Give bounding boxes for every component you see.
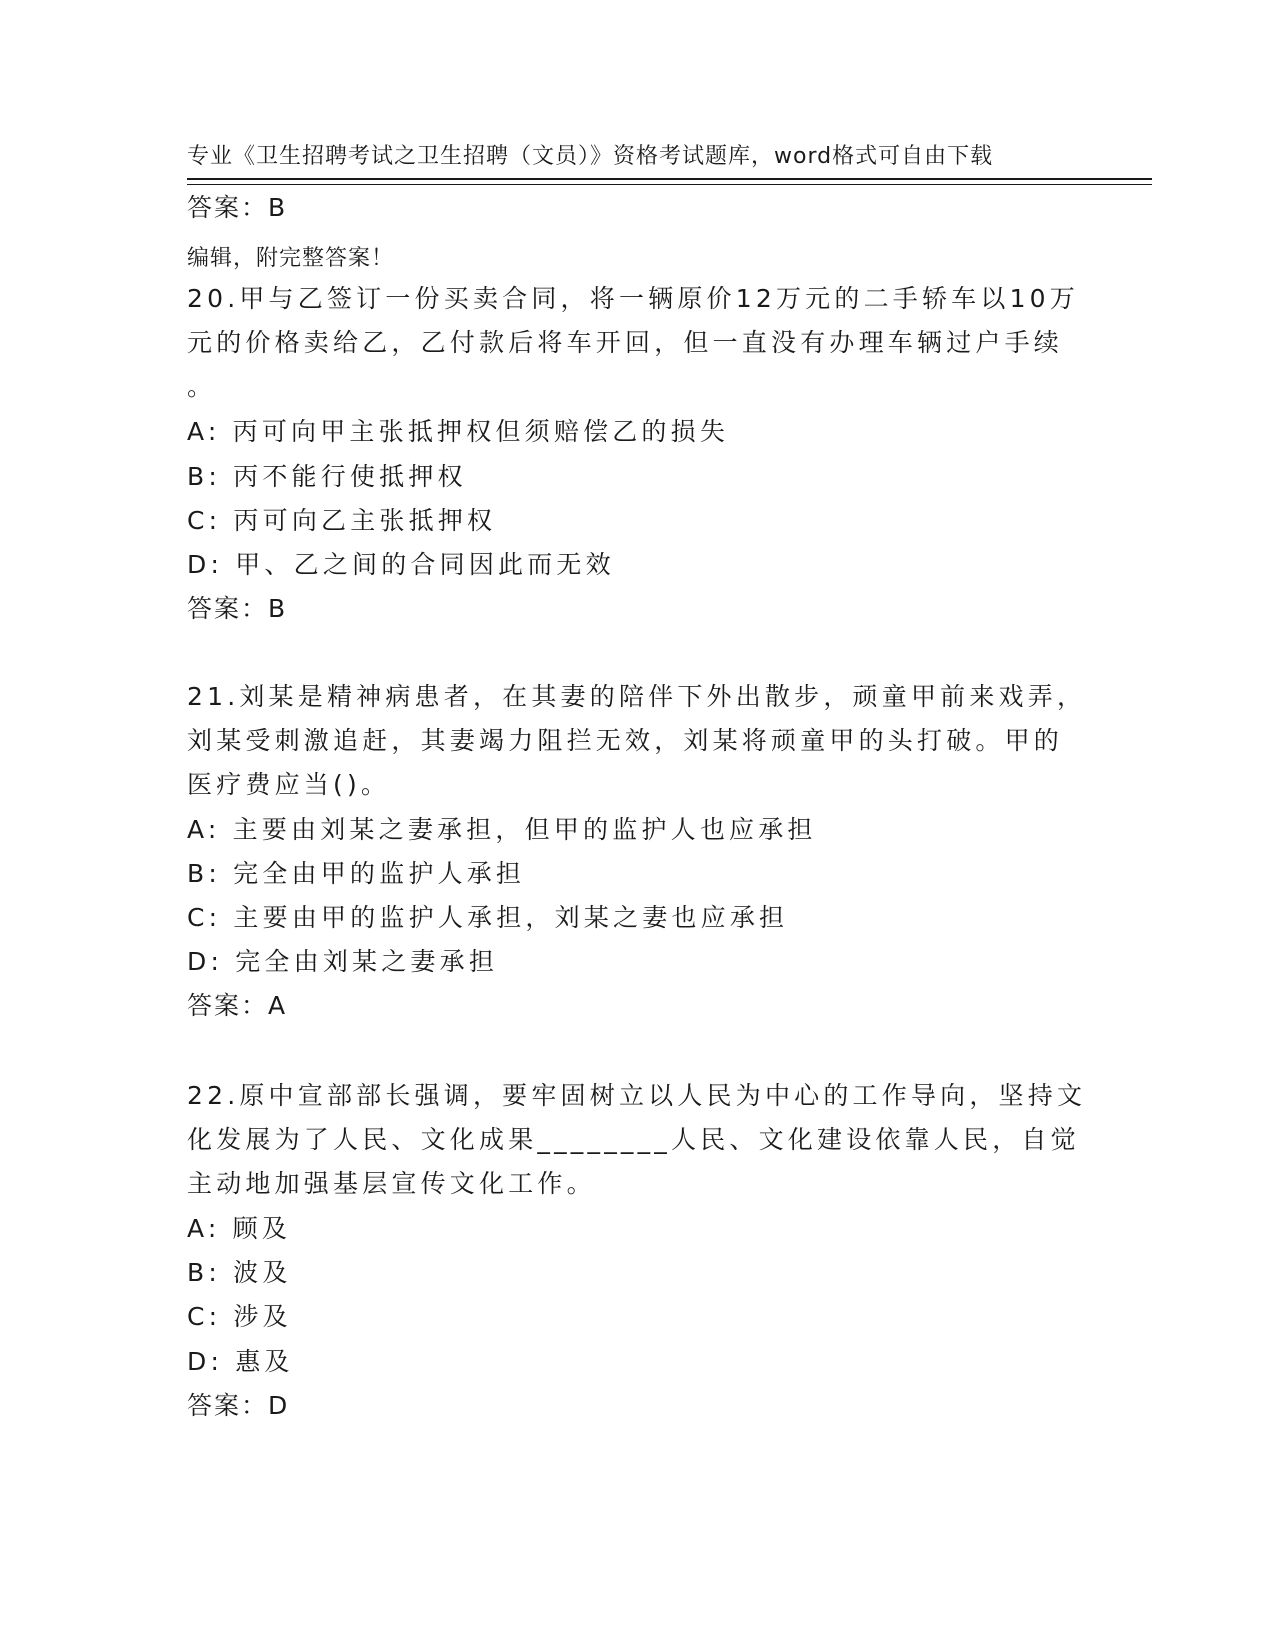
q21-stem-line-1: 21.刘某是精神病患者，在其妻的陪伴下外出散步，顽童甲前来戏弄， <box>187 682 1087 711</box>
q20-stem-line-3: 。 <box>187 372 217 401</box>
q22-stem-line-3: 主动地加强基层宣传文化工作。 <box>187 1169 596 1198</box>
q22-answer: 答案：D <box>187 1391 290 1420</box>
q21-option-a: A: 主要由刘某之妻承担，但甲的监护人也应承担 <box>187 815 817 844</box>
q22-option-a: A: 顾及 <box>187 1214 292 1243</box>
header-line-1: 专业《卫生招聘考试之卫生招聘（文员）》资格考试题库，word格式可自由下载 <box>187 144 994 169</box>
q21-option-d: D: 完全由刘某之妻承担 <box>187 947 499 976</box>
q22-stem-line-1: 22.原中宣部部长强调，要牢固树立以人民为中心的工作导向，坚持文 <box>187 1081 1087 1110</box>
q21-option-c: C: 主要由甲的监护人承担，刘某之妻也应承担 <box>187 903 789 932</box>
q22-option-c: C: 涉及 <box>187 1302 292 1331</box>
q20-answer: 答案：B <box>187 594 288 623</box>
q20-option-a: A: 丙可向甲主张抵押权但须赔偿乙的损失 <box>187 417 730 446</box>
header-rule-thick <box>187 178 1152 180</box>
q20-option-c: C: 丙可向乙主张抵押权 <box>187 506 497 535</box>
document-header <box>187 72 1067 310</box>
answer-prev: 答案：B <box>187 193 288 222</box>
q21-answer: 答案：A <box>187 991 288 1020</box>
q21-option-b: B: 完全由甲的监护人承担 <box>187 859 526 888</box>
q22-option-d: D: 惠及 <box>187 1347 294 1376</box>
q22-stem-line-2: 化发展为了人民、文化成果________人民、文化建设依靠人民，自觉 <box>187 1125 1080 1154</box>
q20-option-d: D: 甲、乙之间的合同因此而无效 <box>187 550 615 579</box>
header-rule-thin <box>187 184 1152 185</box>
q20-stem-line-1: 20.甲与乙签订一份买卖合同，将一辆原价12万元的二手轿车以10万 <box>187 284 1079 313</box>
q21-stem-line-2: 刘某受刺激追赶，其妻竭力阻拦无效，刘某将顽童甲的头打破。甲的 <box>187 726 1064 755</box>
header-line-2: 编辑，附完整答案！ <box>187 246 395 271</box>
q20-option-b: B: 丙不能行使抵押权 <box>187 462 467 491</box>
q22-option-b: B: 波及 <box>187 1258 292 1287</box>
q21-stem-line-3: 医疗费应当()。 <box>187 770 391 799</box>
q20-stem-line-2: 元的价格卖给乙，乙付款后将车开回，但一直没有办理车辆过户手续 <box>187 328 1064 357</box>
